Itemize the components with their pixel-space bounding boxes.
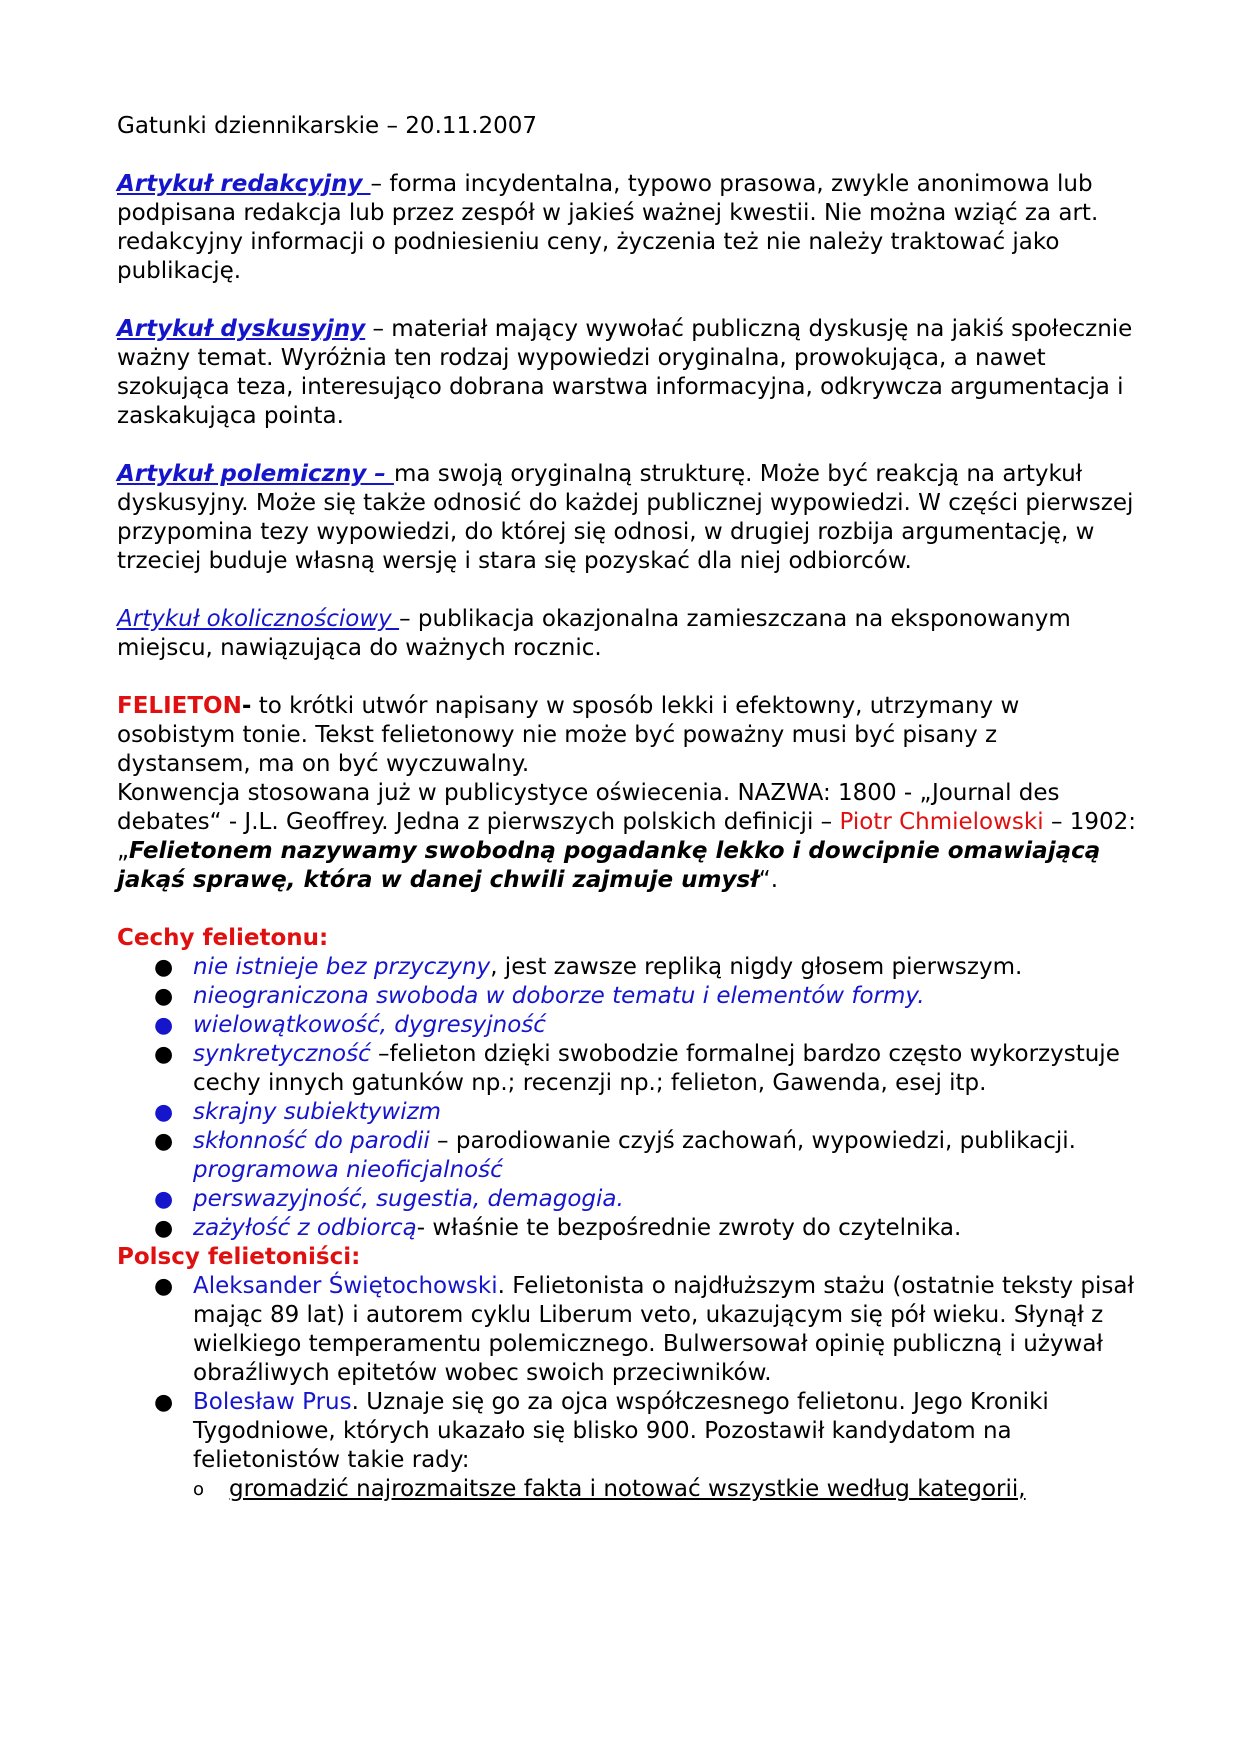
list-item: [117, 1185, 1137, 1214]
paragraph-artykul-dyskusyjny: [117, 315, 1137, 431]
heading-cechy-felietonu: Cechy felietonu:: [117, 925, 329, 951]
list-item: [117, 1098, 1137, 1127]
term-artykul-redakcyjny[interactable]: Artykuł redakcyjny: [117, 171, 371, 197]
feature-text: – parodiowanie czyjś zachowań, wypowiedzi, publikacji.: [429, 1128, 1076, 1154]
list-item: [117, 982, 1137, 1011]
feature-text: –felieton dzięki swobodzie formalnej bardzo często wykorzystuje cechy innych gatunków np.; recenzji np.; felieton, Gawenda, esej itp.: [193, 1041, 1120, 1096]
definition-text: ma swoją oryginalną strukturę. Może być reakcją na artykuł dyskusyjny. Może się także odnosić do każdej publicznej wypowiedzi. W części pierwszej przypomina tezy wypowiedzi, do której się odnosi, w drugiej rozbija argumentację, w trzeciej buduje własną wersję i stara się pozyskać dla niej odbiorców.: [117, 461, 1134, 574]
list-item: [117, 1388, 1137, 1504]
term-artykul-okolicznosciowy[interactable]: Artykuł okolicznościowy: [117, 606, 400, 632]
bullet-icon: ●: [154, 1390, 174, 1415]
paragraph-artykul-polemiczny: [117, 460, 1137, 576]
feature-text: - właśnie te bezpośrednie zwroty do czytelnika.: [416, 1215, 962, 1241]
feature-text: , jest zawsze repliką nigdy głosem pierwszym.: [490, 954, 1023, 980]
feature-name: skrajny subiektywizm: [193, 1099, 442, 1125]
term-artykul-polemiczny[interactable]: Artykuł polemiczny –: [117, 461, 394, 487]
heading-polscy-felietonisci: Polscy felietoniści:: [117, 1244, 361, 1270]
feature-name: perswazyjność, sugestia, demagogia.: [193, 1186, 624, 1212]
feature-name: wielowątkowość, dygresyjność: [193, 1012, 546, 1038]
feature-name-2: programowa nieoficjalność: [193, 1157, 503, 1183]
advice-text: gromadzić najrozmaitsze fakta i notować wszystkie według kategorii,: [229, 1476, 1026, 1502]
list-item: [117, 1040, 1137, 1098]
list-item: [117, 1272, 1137, 1388]
list-felietonisci: [117, 1272, 1137, 1504]
quote-end: “.: [758, 867, 779, 893]
hollow-bullet-icon: o: [193, 1479, 205, 1500]
definition-text: – materiał mający wywołać publiczną dyskusję na jakiś społecznie ważny temat. Wyróżnia ten rodzaj wypowiedzi oryginalna, prowokująca, a nawet szokująca teza, interesująco dobrana warstwa informacyjna, odkrywcza argumentacja i zaskakująca pointa.: [117, 316, 1133, 429]
document-page: [117, 112, 1137, 1504]
sublist-rady: [193, 1475, 1137, 1504]
paragraph-artykul-redakcyjny: [117, 170, 1137, 286]
bullet-icon: ●: [154, 1274, 174, 1299]
definition-text: to krótki utwór napisany w sposób lekki i efektowny, utrzymany w osobistym tonie. Tekst felietonowy nie może być poważny musi być pisany z dystansem, ma on być wyczuwalny.: [117, 693, 1020, 777]
person-name: Bolesław Prus: [193, 1389, 352, 1415]
bullet-icon: ●: [154, 1013, 174, 1038]
author-piotr-chmielowski: Piotr Chmielowski: [839, 809, 1044, 835]
feature-name: synkretyczność: [193, 1041, 371, 1067]
bullet-icon: ●: [154, 955, 174, 980]
term-felieton: FELIETON: [117, 693, 242, 719]
year-text: – 1902: „: [117, 809, 1137, 864]
term-artykul-dyskusyjny[interactable]: Artykuł dyskusyjny: [117, 316, 366, 342]
feature-name: nieograniczona swoboda w doborze tematu i elementów formy.: [193, 983, 925, 1009]
feature-name: zażyłość z odbiorcą: [193, 1215, 417, 1241]
person-text: . Uznaje się go za ojca współczesnego felietonu. Jego Kroniki Tygodniowe, których ukazało się blisko 900. Pozostawił kandydatom na felietonistów takie rady:: [193, 1389, 1049, 1473]
paragraph-felieton: [117, 692, 1137, 779]
felieton-dash: -: [241, 693, 252, 719]
feature-name: skłonność do parodii: [193, 1128, 430, 1154]
bullet-icon: ●: [154, 1216, 174, 1241]
bullet-icon: ●: [154, 1187, 174, 1212]
definition-quote: Felietonem nazywamy swobodną pogadankę lekko i dowcipnie omawiającą jakąś sprawę, która w danej chwili zajmuje umysł: [117, 838, 1101, 893]
list-item: [117, 1127, 1137, 1185]
list-item: [117, 953, 1137, 982]
sublist-item: [193, 1475, 1137, 1504]
list-cechy: [117, 953, 1137, 1243]
bullet-icon: ●: [154, 1042, 174, 1067]
person-name: Aleksander Świętochowski: [193, 1273, 498, 1299]
definition-text: – forma incydentalna, typowo prasowa, zwykle anonimowa lub podpisana redakcja lub przez zespół w jakieś ważnej kwestii. Nie można wziąć za art. redakcyjny informacji o podniesieniu ceny, życzenia też nie należy traktować jako publikację.: [117, 171, 1099, 284]
bullet-icon: ●: [154, 984, 174, 1009]
history-text: Konwencja stosowana już w publicystyce oświecenia. NAZWA: 1800 - „Journal des debates“ - J.L. Geoffrey. Jedna z pierwszych polskich definicji –: [117, 780, 1060, 835]
definition-text: – publikacja okazjonalna zamieszczana na eksponowanym miejscu, nawiązująca do ważnych rocznic.: [117, 606, 1071, 661]
document-title: Gatunki dziennikarskie – 20.11.2007: [117, 113, 537, 139]
list-item: [117, 1011, 1137, 1040]
list-item: [117, 1214, 1137, 1243]
paragraph-felieton-history: [117, 779, 1137, 895]
feature-name: nie istnieje bez przyczyny: [193, 954, 491, 980]
paragraph-artykul-okolicznosciowy: [117, 605, 1137, 663]
person-text: . Felietonista o najdłuższym stażu (ostatnie teksty pisał mając 89 lat) i autorem cyklu Liberum veto, ukazującym się pół wieku. Słynął z wielkiego temperamentu polemicznego. Bulwersował opinię publiczną i używał obraźliwych epitetów wobec swoich przeciwników.: [193, 1273, 1135, 1386]
bullet-icon: ●: [154, 1129, 174, 1154]
bullet-icon: ●: [154, 1100, 174, 1125]
